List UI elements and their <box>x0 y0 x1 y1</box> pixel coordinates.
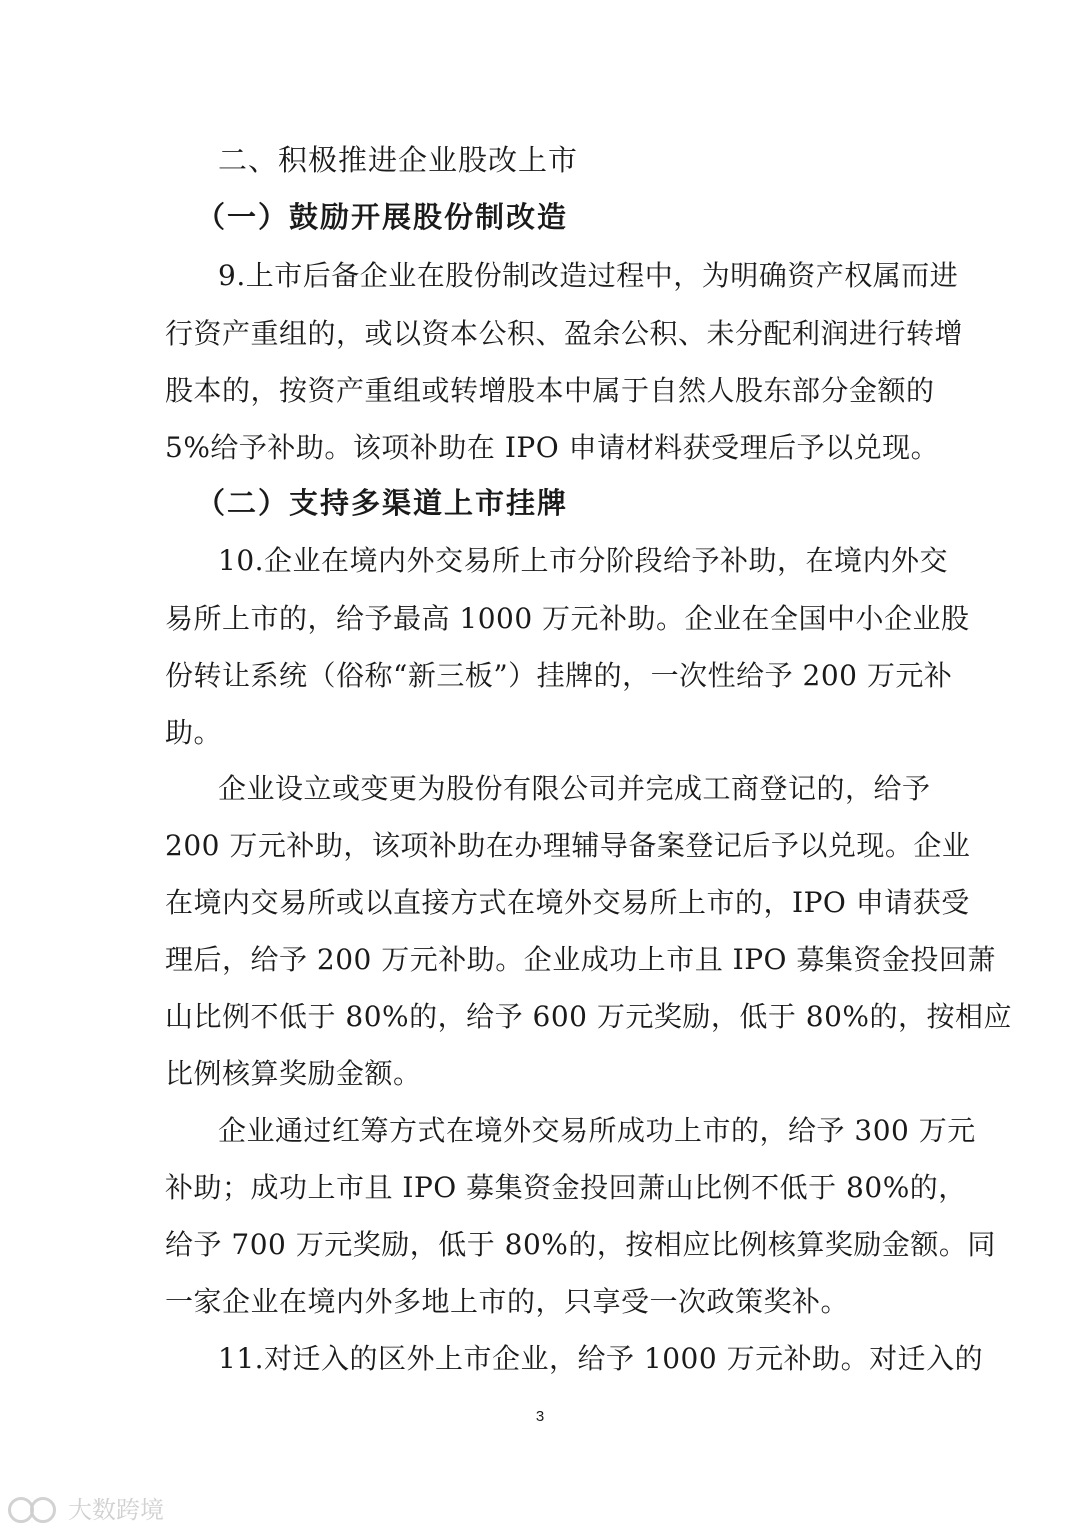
paragraph-line: 企业通过红筹方式在境外交易所成功上市的，给予 300 万元 <box>218 1114 976 1147</box>
double-circle-logo-icon <box>8 1494 62 1522</box>
paragraph-line: 补助；成功上市且 IPO 募集资金投回萧山比例不低于 80%的， <box>165 1171 967 1204</box>
subsection-title-1: （一）鼓励开展股份制改造 <box>196 200 569 234</box>
watermark <box>8 1490 164 1525</box>
paragraph-line: 行资产重组的，或以资本公积、盈余公积、未分配利润进行转增 <box>165 317 964 350</box>
paragraph-line: 在境内交易所或以直接方式在境外交易所上市的，IPO 申请获受 <box>165 886 970 919</box>
watermark-text: 大数跨境 <box>68 1496 164 1524</box>
paragraph-line: 200 万元补助，该项补助在办理辅导备案登记后予以兑现。企业 <box>165 829 971 862</box>
paragraph-line: 股本的，按资产重组或转增股本中属于自然人股东部分金额的 <box>165 374 935 407</box>
paragraph-line: 比例核算奖励金额。 <box>165 1057 422 1090</box>
paragraph-line: 易所上市的，给予最高 1000 万元补助。企业在全国中小企业股 <box>165 602 970 635</box>
paragraph-line: 份转让系统（俗称“新三板”）挂牌的，一次性给予 200 万元补 <box>165 659 953 692</box>
paragraph-line: 9.上市后备企业在股份制改造过程中，为明确资产权属而进 <box>218 259 959 292</box>
section-heading: 二、积极推进企业股改上市 <box>218 143 579 177</box>
paragraph-line: 给予 700 万元奖励，低于 80%的，按相应比例核算奖励金额。同 <box>165 1228 996 1261</box>
paragraph-line: 11.对迁入的区外上市企业，给予 1000 万元补助。对迁入的 <box>218 1342 984 1375</box>
paragraph-line: 企业设立或变更为股份有限公司并完成工商登记的，给予 <box>218 772 931 805</box>
paragraph-line: 一家企业在境内外多地上市的，只享受一次政策奖补。 <box>165 1285 850 1318</box>
subsection-title-2: （二）支持多渠道上市挂牌 <box>196 486 569 520</box>
paragraph-line: 5%给予补助。该项补助在 IPO 申请材料获受理后予以兑现。 <box>165 431 940 464</box>
paragraph-line: 助。 <box>165 716 223 749</box>
paragraph-line: 10.企业在境内外交易所上市分阶段给予补助，在境内外交 <box>218 544 949 577</box>
page-number: 3 <box>535 1408 545 1425</box>
paragraph-line: 理后，给予 200 万元补助。企业成功上市且 IPO 募集资金投回萧 <box>165 943 996 976</box>
paragraph-line: 山比例不低于 80%的，给予 600 万元奖励，低于 80%的，按相应 <box>165 1000 1013 1033</box>
